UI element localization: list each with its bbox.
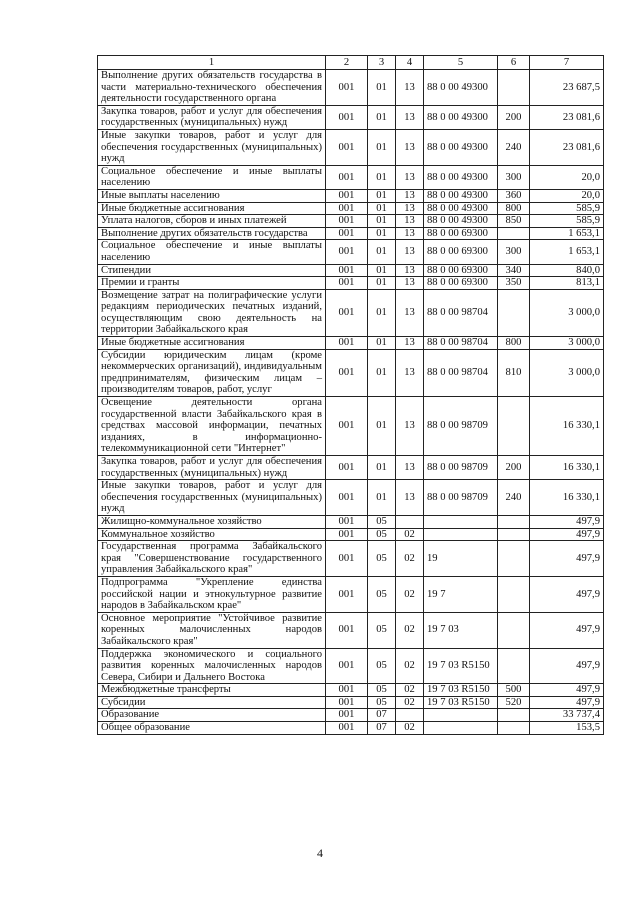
section-code-cell: 05 — [368, 541, 396, 577]
amount-cell: 497,9 — [530, 515, 604, 528]
table-row — [98, 264, 604, 277]
target-article-cell: 19 — [424, 541, 498, 577]
subsection-code-cell: 13 — [396, 264, 424, 277]
section-code-cell: 01 — [368, 227, 396, 240]
table-row — [98, 722, 604, 735]
section-code-cell: 01 — [368, 264, 396, 277]
section-code-cell: 05 — [368, 696, 396, 709]
row-name-cell: Общее образование — [98, 722, 326, 735]
subsection-code-cell: 02 — [396, 541, 424, 577]
section-code-cell: 01 — [368, 215, 396, 228]
budget-table — [97, 55, 604, 735]
row-name-cell: Социальное обеспечение и иные выплаты населению — [98, 240, 326, 264]
section-code-cell: 01 — [368, 337, 396, 350]
section-code-cell: 05 — [368, 612, 396, 648]
amount-cell: 497,9 — [530, 696, 604, 709]
target-article-cell: 88 0 00 98709 — [424, 397, 498, 456]
amount-cell: 16 330,1 — [530, 480, 604, 516]
target-article-cell — [424, 709, 498, 722]
table-row — [98, 129, 604, 165]
table-row — [98, 165, 604, 189]
table-row — [98, 227, 604, 240]
amount-cell: 23 687,5 — [530, 70, 604, 106]
ministry-code-cell: 001 — [326, 202, 368, 215]
section-code-cell: 01 — [368, 397, 396, 456]
subsection-code-cell: 02 — [396, 696, 424, 709]
row-name-cell: Иные закупки товаров, работ и услуг для обеспечения государственных (муниципальных) нужд — [98, 129, 326, 165]
table-row — [98, 349, 604, 396]
row-name-cell: Социальное обеспечение и иные выплаты населению — [98, 165, 326, 189]
ministry-code-cell: 001 — [326, 684, 368, 697]
table-row — [98, 612, 604, 648]
section-code-cell: 05 — [368, 576, 396, 612]
section-code-cell: 01 — [368, 289, 396, 336]
target-article-cell: 88 0 00 49300 — [424, 189, 498, 202]
table-row — [98, 684, 604, 697]
section-code-cell: 07 — [368, 722, 396, 735]
target-article-cell: 88 0 00 49300 — [424, 165, 498, 189]
ministry-code-cell: 001 — [326, 227, 368, 240]
ministry-code-cell: 001 — [326, 337, 368, 350]
target-article-cell: 88 0 00 69300 — [424, 277, 498, 290]
target-article-cell: 88 0 00 98704 — [424, 337, 498, 350]
expense-type-cell — [498, 528, 530, 541]
row-name-cell: Выполнение других обязательств государства — [98, 227, 326, 240]
ministry-code-cell: 001 — [326, 456, 368, 480]
ministry-code-cell: 001 — [326, 277, 368, 290]
expense-type-cell — [498, 722, 530, 735]
ministry-code-cell: 001 — [326, 648, 368, 684]
column-header: 2 — [326, 56, 368, 70]
column-header: 7 — [530, 56, 604, 70]
ministry-code-cell: 001 — [326, 189, 368, 202]
target-article-cell: 88 0 00 69300 — [424, 240, 498, 264]
subsection-code-cell: 13 — [396, 277, 424, 290]
amount-cell: 1 653,1 — [530, 240, 604, 264]
row-name-cell: Межбюджетные трансферты — [98, 684, 326, 697]
expense-type-cell: 200 — [498, 105, 530, 129]
row-name-cell: Основное мероприятие "Устойчивое развитие коренных малочисленных народов Забайкальского края" — [98, 612, 326, 648]
target-article-cell: 88 0 00 69300 — [424, 264, 498, 277]
expense-type-cell: 360 — [498, 189, 530, 202]
amount-cell: 497,9 — [530, 684, 604, 697]
ministry-code-cell: 001 — [326, 722, 368, 735]
table-row — [98, 456, 604, 480]
column-header: 5 — [424, 56, 498, 70]
subsection-code-cell: 02 — [396, 722, 424, 735]
row-name-cell: Коммунальное хозяйство — [98, 528, 326, 541]
row-name-cell: Субсидии юридическим лицам (кроме некоммерческих организаций), индивидуальным предпринимателям, физическим лицам – производителям товаров, работ, услуг — [98, 349, 326, 396]
amount-cell: 585,9 — [530, 202, 604, 215]
table-row — [98, 105, 604, 129]
row-name-cell: Поддержка экономического и социального развития коренных малочисленных народов Севера, Сибири и Дальнего Востока — [98, 648, 326, 684]
row-name-cell: Иные закупки товаров, работ и услуг для обеспечения государственных (муниципальных) нужд — [98, 480, 326, 516]
target-article-cell — [424, 515, 498, 528]
target-article-cell: 88 0 00 49300 — [424, 70, 498, 106]
expense-type-cell — [498, 648, 530, 684]
section-code-cell: 01 — [368, 165, 396, 189]
subsection-code-cell: 13 — [396, 480, 424, 516]
expense-type-cell: 240 — [498, 480, 530, 516]
table-row — [98, 696, 604, 709]
ministry-code-cell: 001 — [326, 397, 368, 456]
row-name-cell: Образование — [98, 709, 326, 722]
section-code-cell: 01 — [368, 277, 396, 290]
row-name-cell: Возмещение затрат на полиграфические услуги редакциям периодических печатных изданий, осуществляющим свою деятельность на территории Забайкальского края — [98, 289, 326, 336]
ministry-code-cell: 001 — [326, 70, 368, 106]
amount-cell: 497,9 — [530, 612, 604, 648]
section-code-cell: 01 — [368, 456, 396, 480]
expense-type-cell — [498, 397, 530, 456]
ministry-code-cell: 001 — [326, 515, 368, 528]
ministry-code-cell: 001 — [326, 541, 368, 577]
target-article-cell: 88 0 00 98709 — [424, 456, 498, 480]
amount-cell: 3 000,0 — [530, 349, 604, 396]
subsection-code-cell: 13 — [396, 165, 424, 189]
subsection-code-cell: 13 — [396, 202, 424, 215]
document-page — [97, 55, 603, 735]
subsection-code-cell: 02 — [396, 528, 424, 541]
section-code-cell: 01 — [368, 105, 396, 129]
amount-cell: 497,9 — [530, 648, 604, 684]
target-article-cell: 88 0 00 49300 — [424, 215, 498, 228]
table-row — [98, 289, 604, 336]
subsection-code-cell — [396, 709, 424, 722]
ministry-code-cell: 001 — [326, 264, 368, 277]
row-name-cell: Государственная программа Забайкальского края "Совершенствование государственного управления Забайкальского края" — [98, 541, 326, 577]
expense-type-cell: 200 — [498, 456, 530, 480]
row-name-cell: Иные бюджетные ассигнования — [98, 337, 326, 350]
section-code-cell: 01 — [368, 240, 396, 264]
section-code-cell: 05 — [368, 515, 396, 528]
column-number-row — [98, 56, 604, 70]
table-row — [98, 70, 604, 106]
column-header: 4 — [396, 56, 424, 70]
expense-type-cell: 810 — [498, 349, 530, 396]
table-row — [98, 480, 604, 516]
target-article-cell — [424, 722, 498, 735]
column-header: 6 — [498, 56, 530, 70]
table-row — [98, 528, 604, 541]
expense-type-cell: 850 — [498, 215, 530, 228]
expense-type-cell — [498, 227, 530, 240]
amount-cell: 497,9 — [530, 576, 604, 612]
subsection-code-cell: 13 — [396, 349, 424, 396]
subsection-code-cell: 13 — [396, 397, 424, 456]
target-article-cell: 19 7 — [424, 576, 498, 612]
subsection-code-cell: 13 — [396, 129, 424, 165]
subsection-code-cell: 13 — [396, 70, 424, 106]
subsection-code-cell: 13 — [396, 215, 424, 228]
table-body — [98, 70, 604, 735]
row-name-cell: Иные выплаты населению — [98, 189, 326, 202]
subsection-code-cell: 13 — [396, 227, 424, 240]
ministry-code-cell: 001 — [326, 105, 368, 129]
table-header — [98, 56, 604, 70]
row-name-cell: Иные бюджетные ассигнования — [98, 202, 326, 215]
expense-type-cell: 240 — [498, 129, 530, 165]
expense-type-cell: 300 — [498, 240, 530, 264]
target-article-cell: 88 0 00 49300 — [424, 202, 498, 215]
amount-cell: 23 081,6 — [530, 129, 604, 165]
amount-cell: 16 330,1 — [530, 397, 604, 456]
expense-type-cell — [498, 70, 530, 106]
expense-type-cell: 520 — [498, 696, 530, 709]
section-code-cell: 01 — [368, 129, 396, 165]
amount-cell: 3 000,0 — [530, 289, 604, 336]
expense-type-cell — [498, 709, 530, 722]
table-row — [98, 648, 604, 684]
row-name-cell: Выполнение других обязательств государства в части материально-технического обеспечения деятельности государственного органа — [98, 70, 326, 106]
amount-cell: 16 330,1 — [530, 456, 604, 480]
section-code-cell: 01 — [368, 70, 396, 106]
table-row — [98, 709, 604, 722]
amount-cell: 20,0 — [530, 165, 604, 189]
expense-type-cell: 300 — [498, 165, 530, 189]
ministry-code-cell: 001 — [326, 480, 368, 516]
subsection-code-cell — [396, 515, 424, 528]
section-code-cell: 01 — [368, 189, 396, 202]
row-name-cell: Жилищно-коммунальное хозяйство — [98, 515, 326, 528]
ministry-code-cell: 001 — [326, 576, 368, 612]
target-article-cell: 88 0 00 69300 — [424, 227, 498, 240]
page-number: 4 — [317, 846, 323, 860]
target-article-cell: 19 7 03 — [424, 612, 498, 648]
amount-cell: 813,1 — [530, 277, 604, 290]
row-name-cell: Освещение деятельности органа государственной власти Забайкальского края в средствах массовой информации, печатных изданиях, в информационно-телекоммуникационной сети "Интернет" — [98, 397, 326, 456]
target-article-cell: 19 7 03 R5150 — [424, 648, 498, 684]
section-code-cell: 01 — [368, 480, 396, 516]
ministry-code-cell: 001 — [326, 129, 368, 165]
target-article-cell: 88 0 00 98709 — [424, 480, 498, 516]
table-row — [98, 277, 604, 290]
section-code-cell: 01 — [368, 349, 396, 396]
table-row — [98, 541, 604, 577]
target-article-cell: 19 7 03 R5150 — [424, 696, 498, 709]
row-name-cell: Уплата налогов, сборов и иных платежей — [98, 215, 326, 228]
section-code-cell: 05 — [368, 648, 396, 684]
amount-cell: 840,0 — [530, 264, 604, 277]
target-article-cell: 88 0 00 49300 — [424, 105, 498, 129]
amount-cell: 1 653,1 — [530, 227, 604, 240]
section-code-cell: 07 — [368, 709, 396, 722]
row-name-cell: Закупка товаров, работ и услуг для обеспечения государственных (муниципальных) нужд — [98, 456, 326, 480]
table-row — [98, 240, 604, 264]
subsection-code-cell: 02 — [396, 576, 424, 612]
ministry-code-cell: 001 — [326, 528, 368, 541]
row-name-cell: Подпрограмма "Укрепление единства российской нации и этнокультурное развитие народов в Забайкальском крае" — [98, 576, 326, 612]
table-row — [98, 189, 604, 202]
ministry-code-cell: 001 — [326, 696, 368, 709]
expense-type-cell: 800 — [498, 202, 530, 215]
table-row — [98, 215, 604, 228]
expense-type-cell — [498, 541, 530, 577]
target-article-cell: 19 7 03 R5150 — [424, 684, 498, 697]
row-name-cell: Субсидии — [98, 696, 326, 709]
subsection-code-cell: 13 — [396, 289, 424, 336]
section-code-cell: 05 — [368, 528, 396, 541]
subsection-code-cell: 13 — [396, 240, 424, 264]
expense-type-cell — [498, 289, 530, 336]
amount-cell: 585,9 — [530, 215, 604, 228]
expense-type-cell — [498, 612, 530, 648]
subsection-code-cell: 13 — [396, 456, 424, 480]
table-row — [98, 576, 604, 612]
table-row — [98, 515, 604, 528]
ministry-code-cell: 001 — [326, 612, 368, 648]
expense-type-cell — [498, 576, 530, 612]
ministry-code-cell: 001 — [326, 709, 368, 722]
expense-type-cell: 340 — [498, 264, 530, 277]
amount-cell: 497,9 — [530, 541, 604, 577]
row-name-cell: Стипендии — [98, 264, 326, 277]
subsection-code-cell: 13 — [396, 337, 424, 350]
table-row — [98, 337, 604, 350]
amount-cell: 23 081,6 — [530, 105, 604, 129]
subsection-code-cell: 02 — [396, 648, 424, 684]
section-code-cell: 05 — [368, 684, 396, 697]
ministry-code-cell: 001 — [326, 349, 368, 396]
subsection-code-cell: 13 — [396, 189, 424, 202]
column-header: 3 — [368, 56, 396, 70]
subsection-code-cell: 02 — [396, 612, 424, 648]
target-article-cell — [424, 528, 498, 541]
expense-type-cell: 350 — [498, 277, 530, 290]
expense-type-cell — [498, 515, 530, 528]
target-article-cell: 88 0 00 98704 — [424, 289, 498, 336]
amount-cell: 20,0 — [530, 189, 604, 202]
target-article-cell: 88 0 00 98704 — [424, 349, 498, 396]
section-code-cell: 01 — [368, 202, 396, 215]
subsection-code-cell: 13 — [396, 105, 424, 129]
table-row — [98, 202, 604, 215]
amount-cell: 153,5 — [530, 722, 604, 735]
amount-cell: 497,9 — [530, 528, 604, 541]
table-row — [98, 397, 604, 456]
ministry-code-cell: 001 — [326, 165, 368, 189]
ministry-code-cell: 001 — [326, 289, 368, 336]
ministry-code-cell: 001 — [326, 215, 368, 228]
row-name-cell: Премии и гранты — [98, 277, 326, 290]
ministry-code-cell: 001 — [326, 240, 368, 264]
target-article-cell: 88 0 00 49300 — [424, 129, 498, 165]
amount-cell: 33 737,4 — [530, 709, 604, 722]
amount-cell: 3 000,0 — [530, 337, 604, 350]
expense-type-cell: 800 — [498, 337, 530, 350]
column-header: 1 — [98, 56, 326, 70]
row-name-cell: Закупка товаров, работ и услуг для обеспечения государственных (муниципальных) нужд — [98, 105, 326, 129]
subsection-code-cell: 02 — [396, 684, 424, 697]
expense-type-cell: 500 — [498, 684, 530, 697]
